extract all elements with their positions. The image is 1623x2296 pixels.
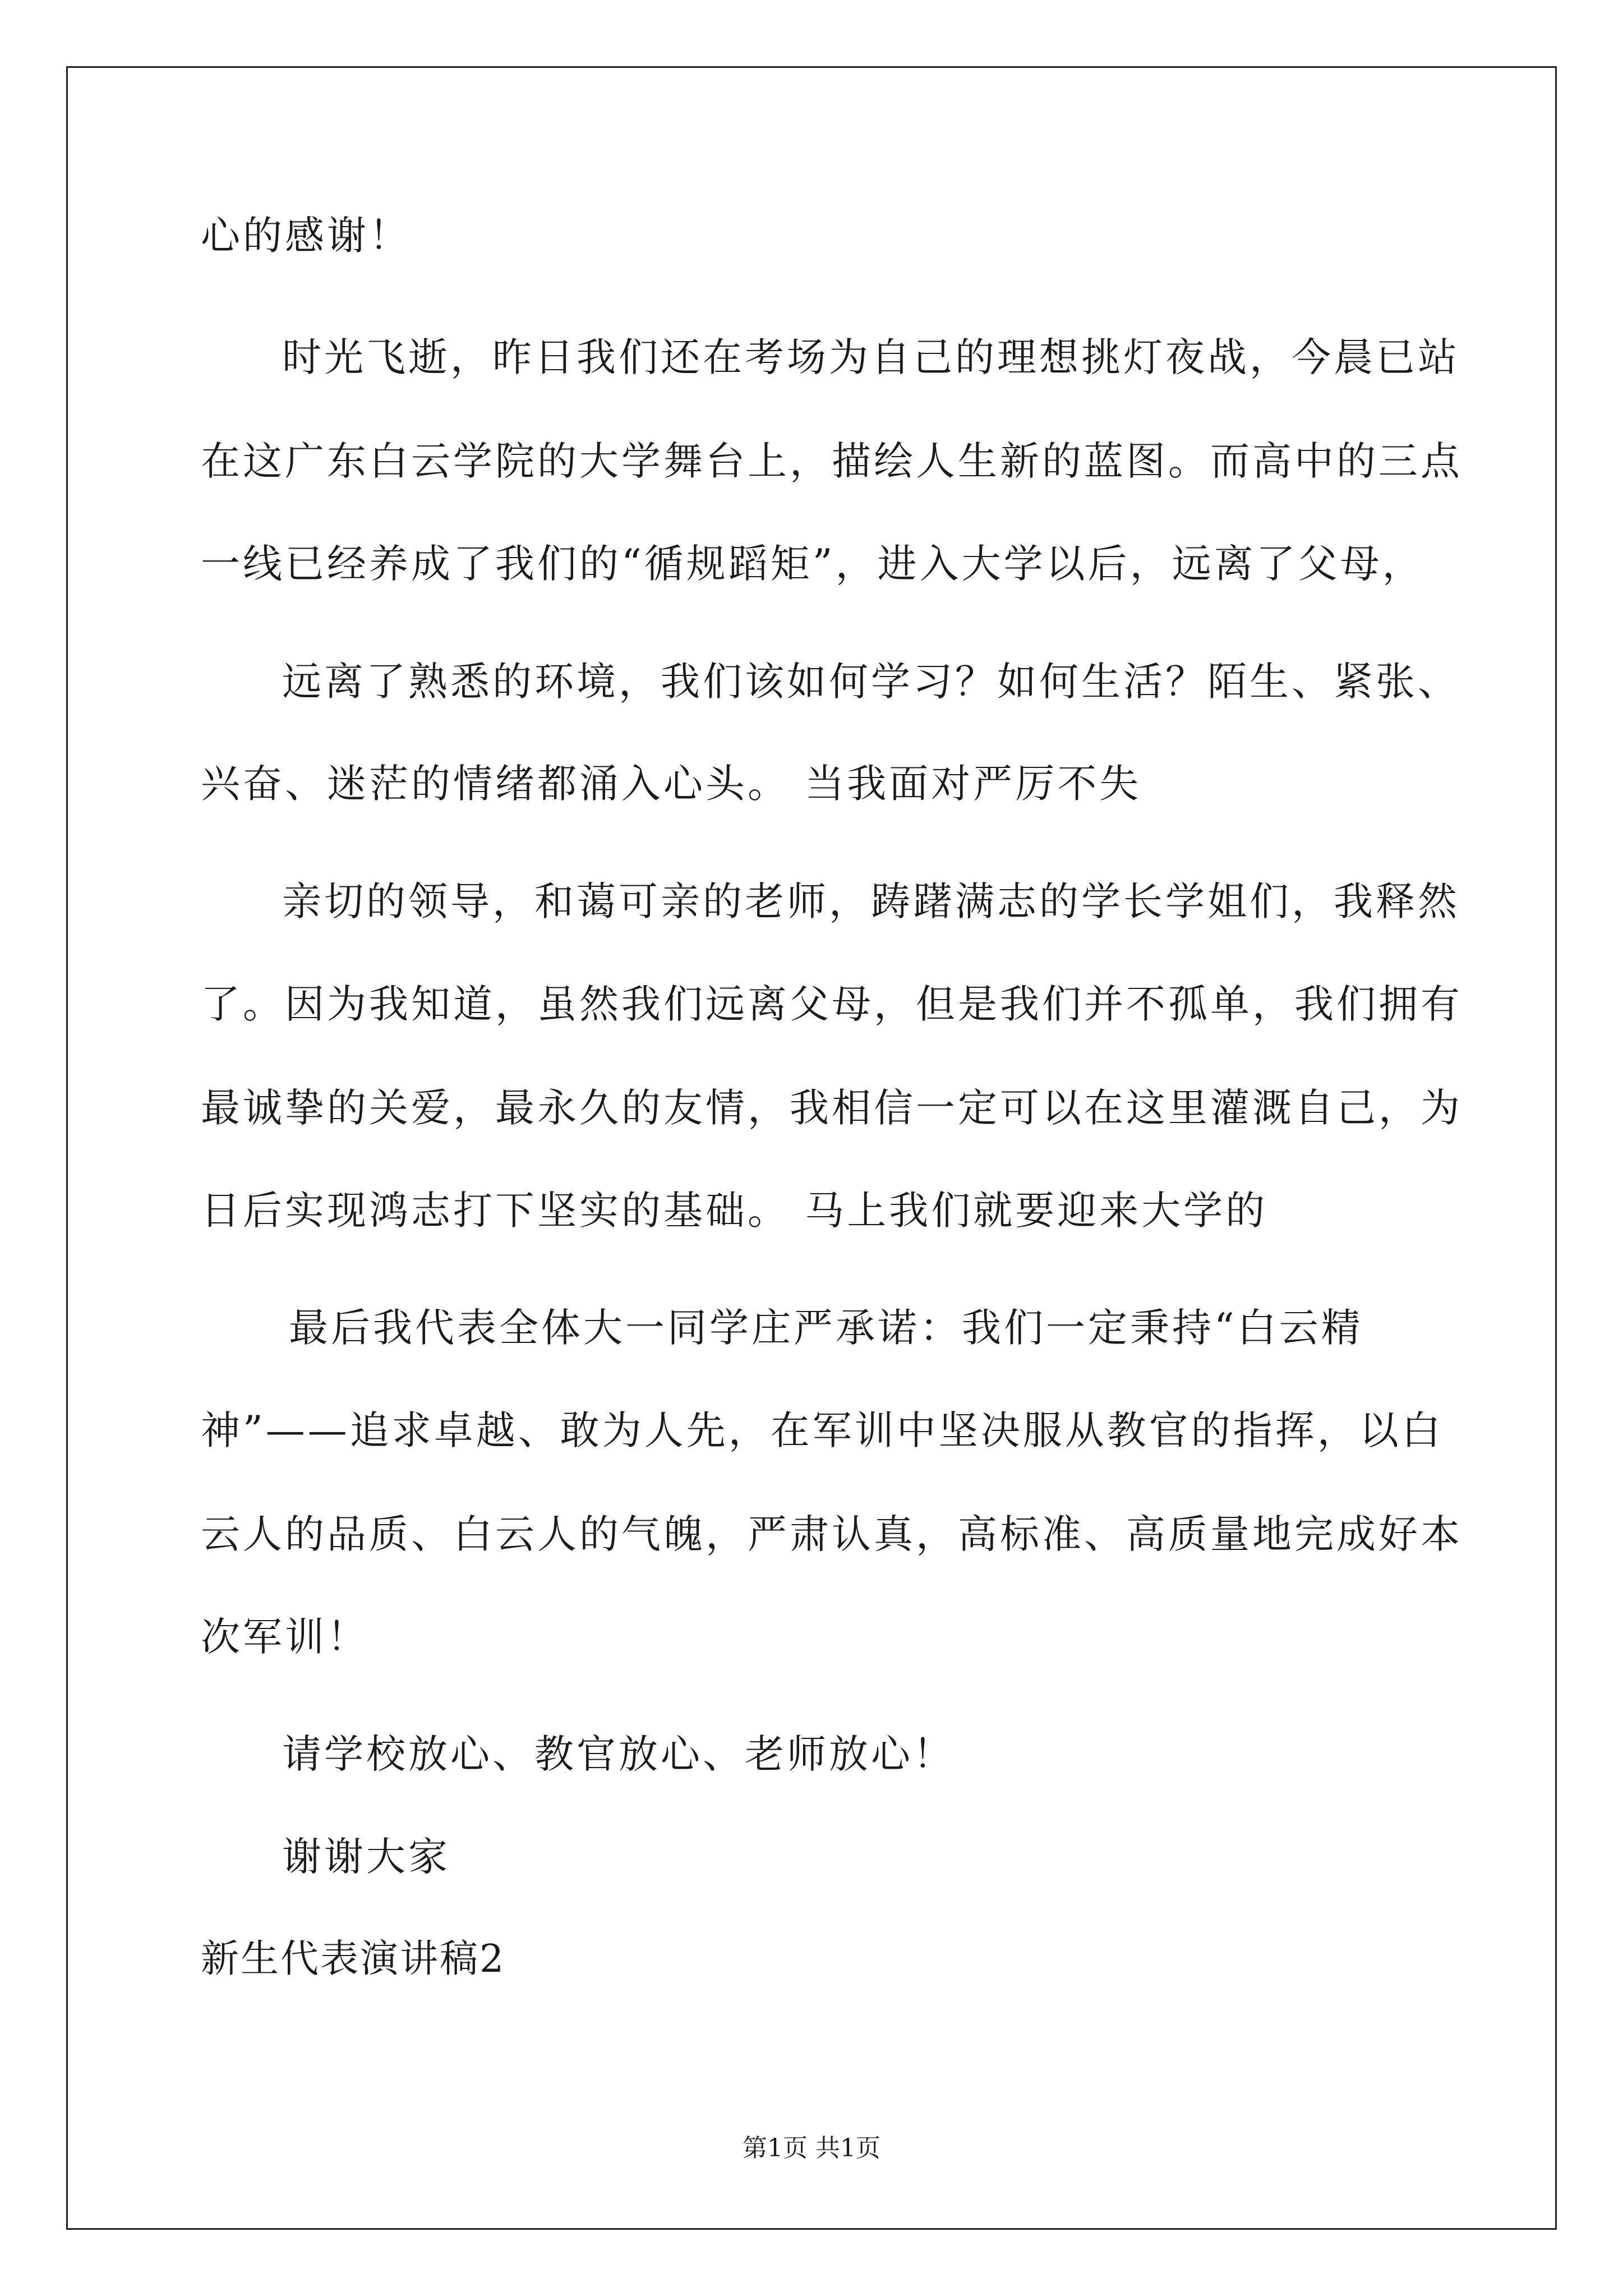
text-line: 请学校放心、教官放心、老师放心！ [282,1731,955,1777]
page-border [66,66,1557,2230]
text-line: 最后我代表全体大一同学庄严承诺：我们一定秉持“白云精 [289,1305,1363,1351]
page-footer: 第1页 共1页 [743,2134,880,2162]
text-line: 一线已经养成了我们的“循规蹈矩”，进入大学以后，远离了父母， [201,541,1424,587]
text-line: 在这广东白云学院的大学舞台上，描绘人生新的蓝图。而高中的三点 [201,438,1463,484]
text-line: 心的感谢！ [201,213,411,259]
text-line: 最诚挚的关爱，最永久的友情，我相信一定可以在这里灌溉自己，为 [201,1085,1463,1131]
text-line: 兴奋、迷茫的情绪都涌入心头。 当我面对严厉不失 [201,761,1142,807]
text-line: 次军训！ [201,1614,369,1660]
text-line: 谢谢大家 [282,1834,450,1880]
text-line: 了。因为我知道，虽然我们远离父母，但是我们并不孤单，我们拥有 [201,981,1463,1027]
section-heading: 新生代表演讲稿2 [201,1937,506,1981]
text-line: 远离了熟悉的环境，我们该如何学习？如何生活？陌生、紧张、 [282,659,1460,705]
text-line: 云人的品质、白云人的气魄，严肃认真，高标准、高质量地完成好本 [201,1511,1463,1557]
text-line: 亲切的领导，和蔼可亲的老师，踌躇满志的学长学姐们，我释然 [282,878,1460,924]
text-line: 神”——追求卓越、敢为人先，在军训中坚决服从教官的指挥，以白 [201,1407,1444,1453]
text-line: 时光飞逝，昨日我们还在考场为自己的理想挑灯夜战，今晨已站 [282,334,1460,380]
text-line: 日后实现鸿志打下坚实的基础。 马上我们就要迎来大学的 [201,1188,1268,1234]
